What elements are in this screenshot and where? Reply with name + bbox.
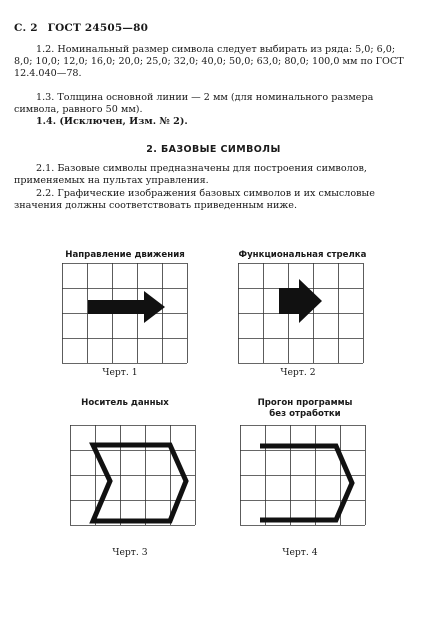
paragraph-2-2 [14, 188, 414, 212]
page-header [14, 22, 154, 34]
dry-run-bracket-symbol [260, 446, 352, 520]
section-title: 2. БАЗОВЫЕ СИМВОЛЫ [146, 144, 281, 155]
figure-2-drawing [238, 263, 363, 363]
paragraph-1-2-text: 1.2. Номинальный размер символа следует выбирать из ряда: 5,0; 6,0; 8,0; 10,0; 12,0; 16,0; 20,0; 25,0; 32,0; 40,0; 50,0; 63,0; 80,0; 100,0 мм по ГОСТ 12.4.040—78. [14, 44, 404, 80]
figure-3-drawing [70, 425, 195, 525]
figure-3-caption: Черт. 3 [112, 547, 148, 558]
figure-3-title: Носитель данных [81, 398, 169, 408]
paragraph-1-2 [14, 44, 414, 81]
figure-1-title: Направление движения [65, 250, 185, 260]
standard-number: ГОСТ 24505—80 [47, 22, 149, 34]
figure-4-drawing [240, 425, 365, 525]
data-carrier-chevron-symbol [93, 445, 186, 521]
paragraph-1-3-text: 1.3. Толщина основной линии — 2 мм (для номинального размера символа, равного 50 мм). [14, 92, 374, 116]
paragraph-2-2-text: 2.2. Графические изображения базовых символов и их смысловые значения должны соответствовать приведенным ниже. [14, 188, 375, 212]
figure-4-title-line-2: без отработки [269, 409, 341, 419]
figure-2-caption: Черт. 2 [280, 367, 316, 378]
paragraph-1-3 [14, 92, 414, 116]
figure-4-title [230, 398, 380, 420]
paragraph-2-1 [14, 163, 414, 187]
paragraph-1-4 [14, 116, 414, 128]
figure-4-caption: Черт. 4 [282, 547, 318, 558]
figure-2-title: Функциональная стрелка [238, 250, 367, 260]
figure-1-drawing [62, 263, 187, 363]
figure-1-caption: Черт. 1 [102, 367, 138, 378]
paragraph-1-4-text: 1.4. (Исключен, Изм. № 2). [36, 116, 188, 127]
figure-4-title-line-1: Прогон программы [257, 398, 353, 408]
paragraph-2-1-text: 2.1. Базовые символы предназначены для построения символов, применяемых на пультах управления. [14, 163, 367, 187]
page-number: С. 2 [14, 22, 38, 34]
short-arrow-symbol [279, 279, 322, 323]
long-arrow-symbol [88, 291, 165, 323]
